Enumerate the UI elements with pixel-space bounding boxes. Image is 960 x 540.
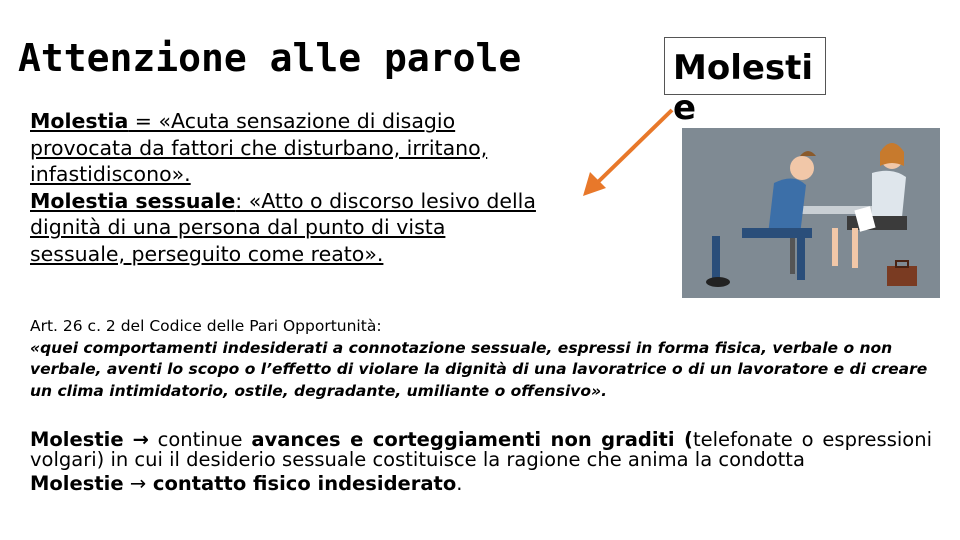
law-reference: Art. 26 c. 2 del Codice delle Pari Opportunità: <box>30 317 382 335</box>
molestie-line-2 <box>30 474 932 494</box>
law-quote: «quei comportamenti indesiderati a connotazione sessuale, espressi in forma fisica, verbale o non verbale, aventi lo scopo o l’effetto di violare la dignità di una lavoratrice o di un lavoratore e di creare un clima intimidatorio, ostile, degradante, umiliante o offensivo». <box>30 338 928 400</box>
molestie-text-1c: telefonate o espressioni volgari) in cui il desiderio sessuale costituisce la ragione che anima la condotta <box>30 428 932 471</box>
molestie-text-1a: continue <box>148 428 252 451</box>
term-molestia: Molestia <box>30 109 129 133</box>
term-molestia-sessuale: Molestia sessuale <box>30 188 236 213</box>
page-title: Attenzione alle parole <box>18 36 522 80</box>
arrow-icon-1: → <box>132 428 149 451</box>
label-box-line2: e <box>673 88 697 128</box>
molestie-line-1 <box>30 430 932 470</box>
molestie-term-1: Molestie <box>30 428 124 451</box>
illustration-drawing <box>682 128 940 298</box>
molestie-text-2b: contatto fisico indesiderato <box>146 472 457 495</box>
arrow-icon-2: → <box>129 472 147 495</box>
definition-molestia-text: = «Acuta sensazione di disagio provocata da fattori che disturbano, irritano, infastidiscono». <box>30 109 488 186</box>
law-block <box>30 316 940 402</box>
molestie-block <box>30 430 932 494</box>
molestie-text-2end: . <box>456 472 463 495</box>
molestie-term-2: Molestie <box>30 472 124 495</box>
molestie-text-1b: avances e corteggiamenti non graditi ( <box>251 428 693 451</box>
office-harassment-illustration <box>682 128 940 298</box>
definition-molestia-sessuale-text: : «Atto o discorso lesivo della dignità di una persona dal punto di vista sessuale, perseguito come reato». <box>30 188 536 266</box>
label-box-line1: Molesti <box>673 48 814 88</box>
